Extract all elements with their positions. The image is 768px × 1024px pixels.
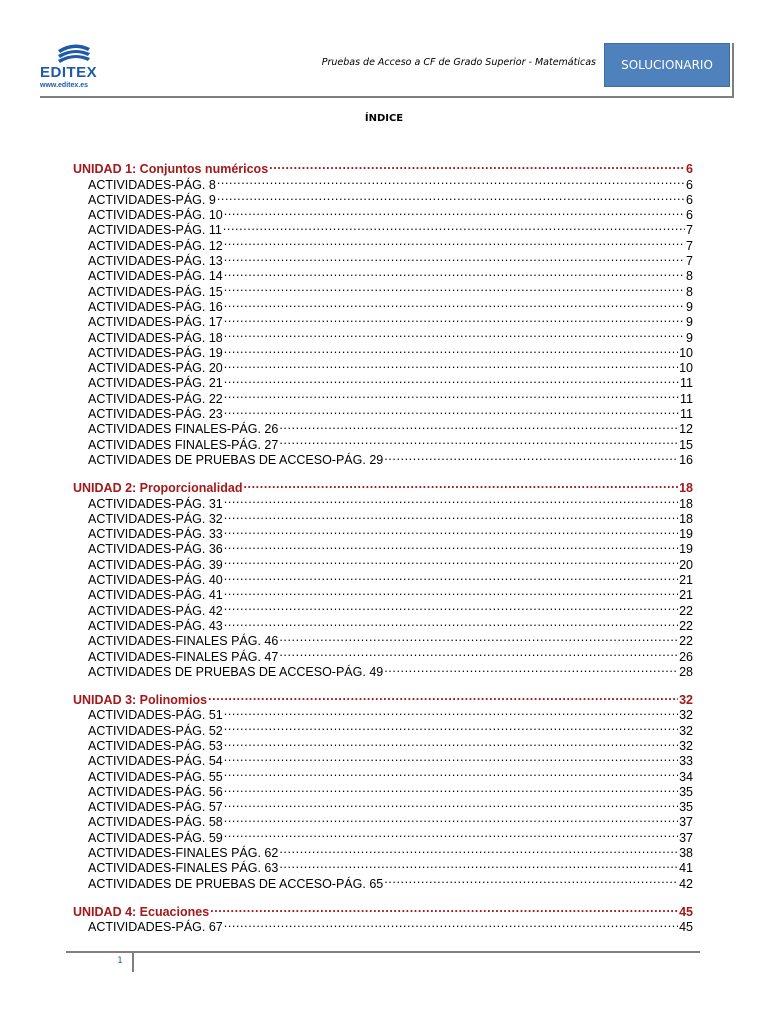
toc-dot-leader — [224, 250, 685, 265]
toc-entry-label: ACTIVIDADES-PÁG. 10 — [88, 208, 223, 223]
toc-dot-leader — [224, 569, 678, 584]
toc-entry-label: ACTIVIDADES-PÁG. 21 — [88, 376, 223, 391]
toc-entry-label: ACTIVIDADES-PÁG. 57 — [88, 800, 223, 815]
toc-entry-label: ACTIVIDADES-PÁG. 17 — [88, 315, 223, 330]
toc-entry-label: ACTIVIDADES-PÁG. 32 — [88, 511, 223, 526]
toc-dot-leader — [224, 826, 678, 841]
toc-entry-page: 37 — [679, 815, 693, 830]
toc-entry-label: ACTIVIDADES-PÁG. 43 — [88, 618, 223, 633]
toc-entry-label: ACTIVIDADES-PÁG. 18 — [88, 330, 223, 345]
toc-entry-page: 32 — [679, 708, 693, 723]
toc-dot-leader — [224, 326, 685, 341]
editex-logo — [40, 42, 110, 94]
toc-dot-leader — [224, 765, 678, 780]
toc-dot-leader — [224, 615, 678, 630]
header-title: Pruebas de Acceso a CF de Grado Superior - Matemáticas — [321, 57, 596, 68]
toc-entry-label: ACTIVIDADES FINALES-PÁG. 26 — [88, 422, 279, 437]
toc-dot-leader — [224, 538, 678, 553]
toc-entry-page: 37 — [679, 830, 693, 845]
toc-entry-page: 19 — [679, 527, 693, 542]
toc-dot-leader — [243, 477, 678, 492]
toc-entry-label: ACTIVIDADES-PÁG. 20 — [88, 361, 223, 376]
toc-dot-leader — [224, 342, 678, 357]
toc-unit-page: 32 — [679, 693, 693, 708]
toc-dot-leader — [224, 553, 678, 568]
toc-dot-leader — [224, 796, 678, 811]
toc-entry-page: 32 — [679, 723, 693, 738]
toc-entry-label: ACTIVIDADES-PÁG. 14 — [88, 269, 223, 284]
toc-entry-label: ACTIVIDADES-PÁG. 58 — [88, 815, 223, 830]
toc-dot-leader — [269, 158, 685, 173]
toc-entry-label: ACTIVIDADES-PÁG. 15 — [88, 284, 223, 299]
toc-dot-leader — [224, 704, 678, 719]
toc-entry-label: ACTIVIDADES DE PRUEBAS DE ACCESO-PÁG. 49 — [88, 664, 384, 679]
toc-entry-page: 8 — [686, 284, 693, 299]
toc-entry-label: ACTIVIDADES-PÁG. 36 — [88, 542, 223, 557]
toc-unit-heading[interactable] — [73, 901, 693, 919]
toc-entry-page: 12 — [679, 422, 693, 437]
toc-dot-leader — [224, 750, 678, 765]
logo-text: EDITEX — [40, 64, 98, 81]
toc-entry-page: 42 — [679, 876, 693, 891]
toc-unit-title: UNIDAD 2: Proporcionalidad — [73, 481, 243, 496]
toc-dot-leader — [279, 842, 678, 857]
table-of-contents — [73, 158, 693, 944]
toc-entry-page: 9 — [686, 299, 693, 314]
toc-dot-leader — [279, 645, 678, 660]
toc-dot-leader — [224, 357, 678, 372]
toc-entry-label: ACTIVIDADES-PÁG. 41 — [88, 588, 223, 603]
toc-entry-label: ACTIVIDADES-PÁG. 55 — [88, 769, 223, 784]
toc-entry-label: ACTIVIDADES-PÁG. 13 — [88, 254, 223, 269]
toc-entry-label: ACTIVIDADES-PÁG. 67 — [88, 920, 223, 935]
toc-entry-page: 11 — [680, 391, 693, 406]
toc-dot-leader — [224, 599, 678, 614]
toc-entry-label: ACTIVIDADES-PÁG. 39 — [88, 557, 223, 572]
toc-entry-label: ACTIVIDADES-PÁG. 11 — [88, 223, 222, 238]
toc-entry-page: 18 — [679, 496, 693, 511]
toc-unit — [73, 477, 693, 679]
toc-dot-leader — [224, 387, 679, 402]
toc-entry-label: ACTIVIDADES-PÁG. 51 — [88, 708, 223, 723]
toc-entry-page: 22 — [679, 603, 693, 618]
toc-unit-heading[interactable] — [73, 689, 693, 708]
logo-url: www.editex.es — [40, 82, 88, 89]
toc-entry-label: ACTIVIDADES-PÁG. 9 — [88, 192, 216, 207]
toc-entry-page: 20 — [679, 557, 693, 572]
toc-entry-page: 28 — [679, 664, 693, 679]
toc-entry-label: ACTIVIDADES-PÁG. 33 — [88, 527, 223, 542]
toc-unit — [73, 689, 693, 891]
editex-logo-icon — [54, 42, 94, 64]
toc-unit-heading[interactable] — [73, 477, 693, 496]
page-title: ÍNDICE — [364, 113, 404, 124]
toc-dot-leader — [279, 433, 678, 448]
toc-unit-title: UNIDAD 4: Ecuaciones — [73, 904, 210, 919]
toc-dot-leader — [217, 173, 685, 188]
toc-dot-leader — [217, 189, 685, 204]
toc-entry-label: ACTIVIDADES-PÁG. 23 — [88, 407, 223, 422]
toc-dot-leader — [224, 508, 678, 523]
toc-entry-page: 19 — [679, 542, 693, 557]
toc-dot-leader — [224, 280, 685, 295]
page-number: 1 — [117, 956, 123, 966]
toc-dot-leader — [224, 523, 678, 538]
toc-entry-page: 6 — [686, 208, 693, 223]
toc-entry-page: 8 — [686, 269, 693, 284]
toc-dot-leader — [224, 916, 678, 931]
toc-entry-page: 38 — [679, 846, 693, 861]
toc-unit-page: 45 — [679, 904, 693, 919]
toc-dot-leader — [224, 296, 685, 311]
toc-entry-label: ACTIVIDADES-PÁG. 12 — [88, 238, 223, 253]
toc-unit-heading[interactable] — [73, 158, 693, 177]
toc-entry-label: ACTIVIDADES-FINALES PÁG. 62 — [88, 846, 279, 861]
toc-entry-page: 11 — [680, 407, 693, 422]
toc-dot-leader — [384, 872, 678, 887]
toc-unit — [73, 901, 693, 935]
toc-entry-label: ACTIVIDADES-PÁG. 16 — [88, 299, 223, 314]
page-header — [0, 0, 768, 110]
toc-dot-leader — [224, 781, 678, 796]
toc-entry-page: 33 — [679, 754, 693, 769]
toc-entry-page: 32 — [679, 738, 693, 753]
toc-unit-page: 18 — [679, 481, 693, 496]
toc-entry-page: 26 — [679, 649, 693, 664]
toc-dot-leader — [224, 372, 679, 387]
toc-unit-title: UNIDAD 1: Conjuntos numéricos — [73, 162, 269, 177]
toc-unit — [73, 158, 693, 467]
toc-entry-page: 9 — [686, 315, 693, 330]
toc-entry-page: 7 — [686, 223, 693, 238]
header-vertical-rule — [732, 43, 734, 98]
toc-entry-label: ACTIVIDADES-PÁG. 40 — [88, 573, 223, 588]
toc-dot-leader — [224, 204, 685, 219]
toc-entry-label: ACTIVIDADES-FINALES PÁG. 63 — [88, 861, 279, 876]
toc-entry-label: ACTIVIDADES-PÁG. 22 — [88, 391, 223, 406]
toc-entry-label: ACTIVIDADES-PÁG. 52 — [88, 723, 223, 738]
toc-entry-page: 22 — [679, 634, 693, 649]
toc-entry-page: 6 — [686, 177, 693, 192]
toc-dot-leader — [224, 811, 678, 826]
toc-entry-page: 15 — [679, 437, 693, 452]
toc-dot-leader — [210, 901, 678, 916]
toc-dot-leader — [384, 661, 678, 676]
footer-vertical-rule — [132, 951, 134, 972]
toc-entry-label: ACTIVIDADES-PÁG. 59 — [88, 830, 223, 845]
toc-entry-page: 6 — [686, 192, 693, 207]
toc-entry-label: ACTIVIDADES DE PRUEBAS DE ACCESO-PÁG. 65 — [88, 876, 384, 891]
toc-dot-leader — [224, 735, 678, 750]
toc-dot-leader — [279, 857, 678, 872]
toc-entry-label: ACTIVIDADES-FINALES PÁG. 46 — [88, 634, 279, 649]
toc-entry-page: 35 — [679, 784, 693, 799]
toc-entry-page: 7 — [686, 238, 693, 253]
solucionario-badge: SOLUCIONARIO — [604, 43, 730, 87]
toc-entry-page: 21 — [679, 588, 693, 603]
toc-dot-leader — [208, 689, 678, 704]
toc-dot-leader — [224, 719, 678, 734]
toc-entry-label: ACTIVIDADES-PÁG. 31 — [88, 496, 223, 511]
toc-entry-label: ACTIVIDADES FINALES-PÁG. 27 — [88, 437, 279, 452]
toc-entry-page: 11 — [680, 376, 693, 391]
toc-entry-page: 21 — [679, 573, 693, 588]
toc-dot-leader — [224, 234, 685, 249]
toc-entry-page: 22 — [679, 618, 693, 633]
toc-entry-page: 7 — [686, 254, 693, 269]
toc-dot-leader — [279, 418, 678, 433]
toc-dot-leader — [224, 492, 678, 507]
toc-dot-leader — [224, 584, 678, 599]
toc-dot-leader — [223, 219, 685, 234]
toc-entry-page: 16 — [679, 452, 693, 467]
toc-entry-label: ACTIVIDADES-PÁG. 54 — [88, 754, 223, 769]
toc-entry-label: ACTIVIDADES-PÁG. 53 — [88, 738, 223, 753]
toc-entry-page: 18 — [679, 511, 693, 526]
header-horizontal-rule — [40, 96, 734, 98]
toc-entry-label: ACTIVIDADES-PÁG. 19 — [88, 345, 223, 360]
toc-entry-page: 41 — [679, 861, 693, 876]
toc-entry-page: 45 — [679, 920, 693, 935]
toc-dot-leader — [279, 630, 678, 645]
toc-entry-page: 10 — [679, 361, 693, 376]
toc-entry-page: 10 — [679, 345, 693, 360]
toc-dot-leader — [224, 265, 685, 280]
toc-dot-leader — [224, 311, 685, 326]
toc-entry-page: 34 — [679, 769, 693, 784]
toc-entry-label: ACTIVIDADES DE PRUEBAS DE ACCESO-PÁG. 29 — [88, 452, 384, 467]
toc-dot-leader — [384, 449, 678, 464]
footer-rule — [66, 951, 700, 953]
toc-entry-label: ACTIVIDADES-PÁG. 56 — [88, 784, 223, 799]
toc-entry-label: ACTIVIDADES-PÁG. 8 — [88, 177, 216, 192]
toc-entry-label: ACTIVIDADES-FINALES PÁG. 47 — [88, 649, 279, 664]
toc-dot-leader — [224, 403, 679, 418]
toc-unit-title: UNIDAD 3: Polinomios — [73, 693, 208, 708]
toc-entry-label: ACTIVIDADES-PÁG. 42 — [88, 603, 223, 618]
toc-unit-page: 6 — [686, 162, 693, 177]
toc-entry-page: 9 — [686, 330, 693, 345]
toc-entry-page: 35 — [679, 800, 693, 815]
